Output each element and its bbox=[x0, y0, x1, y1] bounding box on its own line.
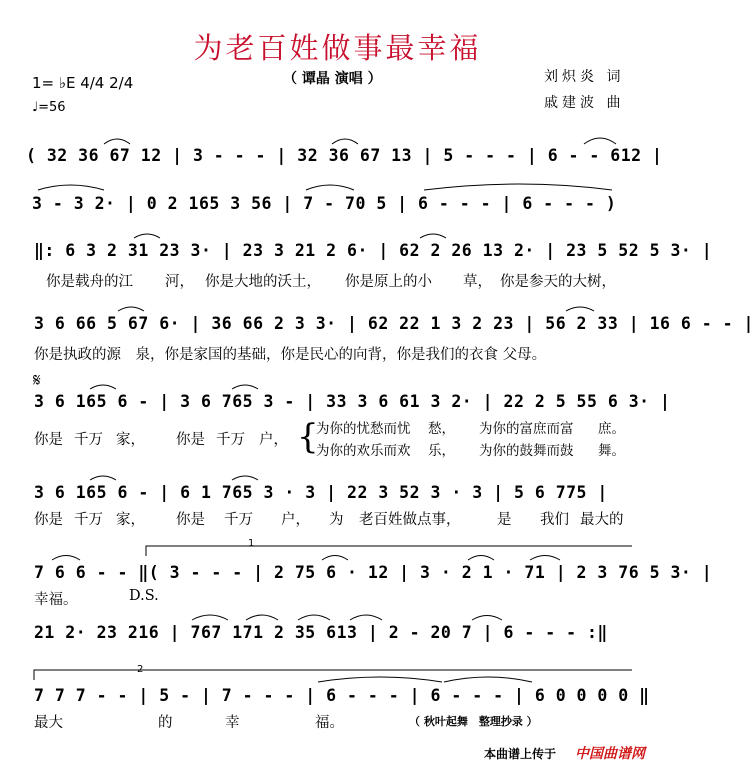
singer-credit: （ 谭晶 演唱 ） bbox=[283, 71, 382, 87]
site-logo[interactable]: 中国曲谱网 bbox=[575, 746, 645, 762]
lyric-6a: 最大 bbox=[34, 715, 63, 731]
volta-2-bracket bbox=[34, 670, 632, 680]
slur bbox=[424, 184, 612, 190]
slur bbox=[134, 234, 160, 238]
lyric-4a: 你是 bbox=[34, 512, 63, 528]
score-line-5: 3 6 165 6 - | 3 6 765 3 - | 33 3 6 61 3 2· | 22 2 5 55 6 3· | bbox=[34, 392, 671, 411]
tempo-marking: ♩=56 bbox=[32, 100, 66, 115]
segno-sign: 𝄋 bbox=[33, 370, 41, 391]
lyric-4k: 最大的 bbox=[580, 512, 624, 528]
lyric-3-lower-a: 为你的欢乐而欢 bbox=[316, 443, 411, 459]
lyric-3c: 家， bbox=[116, 432, 145, 448]
lyric-5a: 幸福。 bbox=[34, 592, 78, 608]
slur bbox=[318, 677, 442, 682]
score-line-8: 21 2· 23 216 | 767 171 2 35 613 | 2 - 20 7 | 6 - - - :‖ bbox=[34, 623, 608, 642]
lyric-3-upper-b: 愁， bbox=[428, 421, 455, 437]
lyric-2: 你是执政的源 泉，你是家国的基础，你是民心的向背，你是我们的衣食 父母。 bbox=[34, 347, 547, 363]
lyric-1a: 你是载舟的江 bbox=[46, 274, 133, 290]
slur bbox=[232, 476, 258, 480]
slur bbox=[90, 476, 116, 480]
slur bbox=[566, 307, 594, 311]
lyric-1b: 河， bbox=[165, 274, 194, 290]
lyric-3-upper-c: 为你的富庶而富 bbox=[479, 421, 574, 437]
lyric-4b: 千万 bbox=[74, 512, 103, 528]
lyric-3a: 你是 bbox=[34, 432, 63, 448]
slur bbox=[332, 139, 358, 144]
slur bbox=[52, 556, 80, 561]
volta-1-label: 1 bbox=[248, 538, 255, 549]
volta-1-bracket bbox=[146, 546, 632, 556]
lyric-3f: 户， bbox=[259, 432, 288, 448]
lyric-1c: 你是大地的沃土， bbox=[205, 274, 321, 290]
lyric-6b: 的 bbox=[158, 715, 173, 731]
score-line-7: 7 6 6 - - ‖( 3 - - - | 2 75 6 · 12 | 3 · 2 1 · 71 | 2 3 76 5 3· | bbox=[34, 563, 713, 582]
score-line-1: ( 32 36 67 12 | 3 - - - | 32 36 67 13 | 5 - - - | 6 - - 612 | bbox=[26, 146, 663, 165]
slur bbox=[468, 556, 494, 561]
lyric-3-lower-d: 舞。 bbox=[598, 443, 625, 459]
lyric-4g: 为 bbox=[329, 512, 344, 528]
slur bbox=[584, 138, 616, 144]
lyric-3-lower-b: 乐， bbox=[428, 443, 455, 459]
slur bbox=[90, 385, 116, 389]
key-signature: 1= ♭E 4/4 2/4 bbox=[32, 74, 134, 92]
lyric-1f: 你是参天的大树， bbox=[500, 274, 616, 290]
slur bbox=[104, 139, 130, 144]
lyric-4d: 你是 bbox=[176, 512, 205, 528]
slur bbox=[192, 615, 228, 620]
lyric-3d: 你是 bbox=[176, 432, 205, 448]
slur bbox=[38, 185, 104, 190]
slur bbox=[350, 615, 382, 620]
slur bbox=[322, 556, 348, 561]
lyric-4i: 是 bbox=[497, 512, 512, 528]
slur bbox=[246, 615, 278, 620]
score-line-6: 3 6 165 6 - | 6 1 765 3 · 3 | 22 3 52 3 · 3 | 5 6 775 | bbox=[34, 483, 608, 502]
slur bbox=[530, 556, 560, 561]
lyric-4e: 千万 bbox=[224, 512, 253, 528]
lyric-6c: 幸 bbox=[225, 715, 240, 731]
lyric-3-lower-c: 为你的鼓舞而鼓 bbox=[479, 443, 574, 459]
score-line-3: ‖: 6 3 2 31 23 3· | 23 3 21 2 6· | 62 2 26 13 2· | 23 5 52 5 3· | bbox=[34, 241, 713, 260]
slur bbox=[298, 615, 330, 620]
lyricist-credit: 刘炽炎 词 bbox=[544, 69, 625, 85]
lyric-4c: 家， bbox=[116, 512, 145, 528]
slur bbox=[306, 185, 354, 190]
lyric-6d: 福。 bbox=[315, 715, 344, 731]
lyric-3b: 千万 bbox=[74, 432, 103, 448]
slur bbox=[232, 385, 258, 389]
song-title: 为老百姓做事最幸福 bbox=[193, 31, 482, 65]
score-line-2: 3 - 3 2· | 0 2 165 3 56 | 7 - 70 5 | 6 - - - | 6 - - - ) bbox=[32, 194, 617, 213]
lyric-3e: 千万 bbox=[216, 432, 245, 448]
lyric-4j: 我们 bbox=[540, 512, 569, 528]
score-line-4: 3 6 66 5 67 6· | 36 66 2 3 3· | 62 22 1 3 2 23 | 56 2 33 | 16 6 - - | bbox=[34, 314, 754, 333]
lyric-3-upper-a: 为你的忧愁而忧 bbox=[316, 421, 411, 437]
lyric-brace: { bbox=[297, 417, 319, 457]
lyric-4f: 户， bbox=[281, 512, 310, 528]
dal-segno-mark: D.S. bbox=[129, 588, 159, 604]
slur bbox=[444, 677, 532, 682]
arranger-credit: （ 秋叶起舞 整理抄录 ） bbox=[409, 715, 538, 728]
lyric-1d: 你是原上的小 bbox=[345, 274, 432, 290]
slur bbox=[472, 616, 502, 621]
slur bbox=[420, 234, 446, 238]
composer-credit: 戚建波 曲 bbox=[544, 95, 625, 111]
volta-2-label: 2 bbox=[137, 664, 144, 675]
score-line-9: 7 7 7 - - | 5 - | 7 - - - | 6 - - - | 6 - - - | 6 0 0 0 0 ‖ bbox=[34, 686, 650, 705]
lyric-4h: 老百姓做点事， bbox=[359, 512, 461, 528]
slur bbox=[118, 307, 144, 311]
lyric-3-upper-d: 庶。 bbox=[598, 421, 625, 437]
lyric-1e: 草， bbox=[463, 274, 492, 290]
upload-note: 本曲谱上传于 bbox=[484, 747, 557, 761]
